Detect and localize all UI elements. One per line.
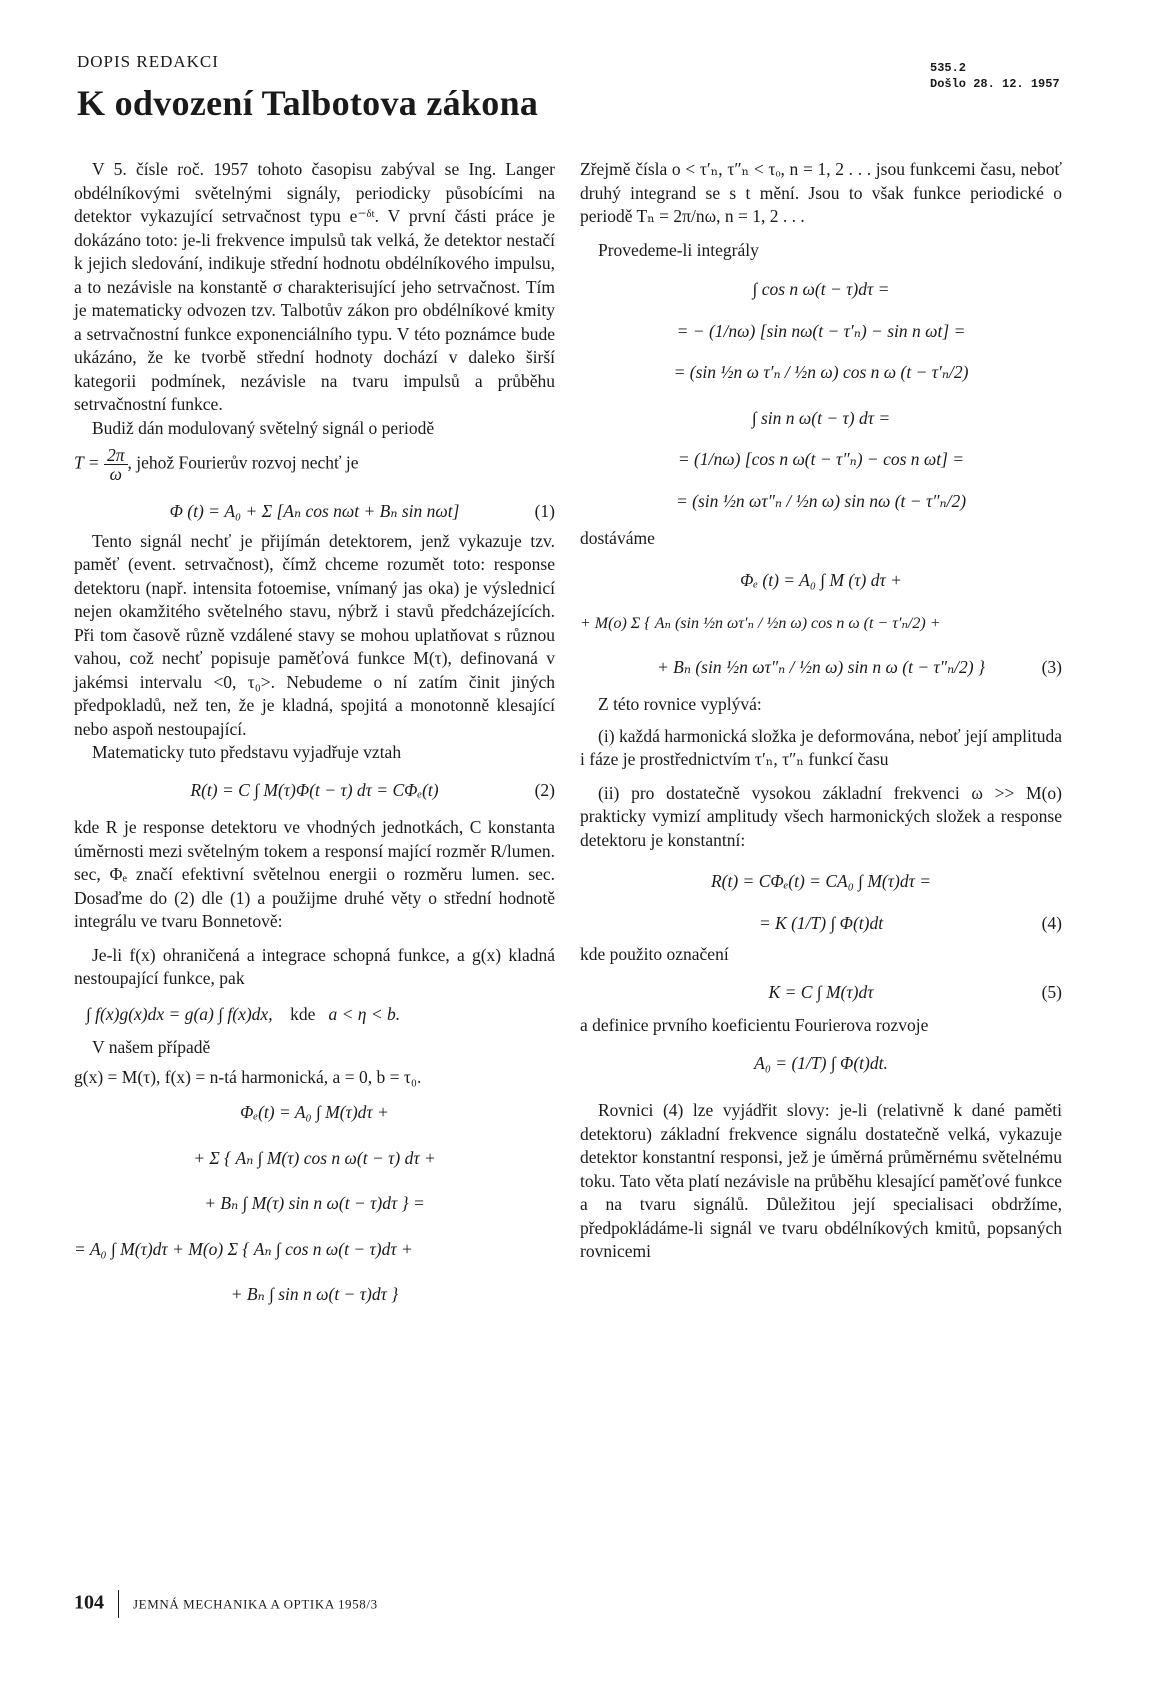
- consequence-ii: (ii) pro dostatečně vysokou základní frekvenci ω >> M(o) prakticky vymizí amplitudy všech harmonických složek a response detektoru je konstantní:: [580, 782, 1062, 850]
- bonnet-kde: kde: [290, 1003, 316, 1024]
- journal-name: JEMNÁ MECHANIKA A OPTIKA 1958/3: [133, 1596, 378, 1612]
- equation-4-line-2: [580, 912, 1062, 936]
- page-number: 104: [74, 1591, 104, 1614]
- equation-3-line-3: [580, 656, 1062, 680]
- expansion-line-1: Φₑ(t) = A₀ ∫ M(τ)dτ +: [240, 1102, 389, 1122]
- integral-line-4: ∫ sin n ω(t − τ) dτ =: [751, 407, 891, 428]
- equation-1: [74, 500, 555, 524]
- section-label: DOPIS REDAKCI: [77, 52, 219, 71]
- intro-paragraph: V 5. čísle roč. 1957 tohoto časopisu zabýval se Ing. Langer obdélníkovými světelnými signály, periodicky působícími na detektor vykazující setrvačnost typu e⁻ᵟᵗ. V první části práce je dokázáno toto: je-li frekvence impulsů tak velká, že detektor nestačí k jejich sledování, indikuje střední hodnotu obdélníkového impulsu, a to nezávisle na konstantě σ charakterisující jeho setrvačnost. Tím je matematicky odvozen tzv. Talbotův zákon pro obdélníkové kmity a setrvačnostní funkce exponenciálního typu. V této poznámce bude ukázáno, že ke tvorbě střední hodnoty dochází v daleko širší kategorii podmínek, nezávisle na tvaru impulsů a průběhu setrvačnostní funkce.: [74, 159, 555, 414]
- expansion-line-4: = A₀ ∫ M(τ)dτ + M(o) Σ { Aₙ ∫ cos n ω(t − τ)dτ +: [74, 1238, 413, 1259]
- notation-intro: kde použito označení: [580, 944, 729, 964]
- integral-line-2: = − (1/nω) [sin nω(t − τ′ₙ) − sin n ωt] =: [676, 320, 966, 341]
- footer-divider: [118, 1590, 119, 1618]
- integral-line-5: = (1/nω) [cos n ω(t − τ″ₙ) − cos n ωt] =: [677, 449, 965, 469]
- bonnet-formula: ∫ f(x)g(x)dx = g(a) ∫ f(x)dx,: [86, 1003, 273, 1024]
- case-paragraph: V našem případě: [92, 1037, 211, 1057]
- result-intro: dostáváme: [580, 528, 655, 548]
- period-equation: T = $\frac{2\pi}{\omega}$ , jehož Fourierův rozvoj nechť je: [74, 445, 359, 484]
- expansion-line-2: + Σ { Aₙ ∫ M(τ) cos n ω(t − τ) dτ +: [193, 1147, 436, 1168]
- equation-2-text: R(t) = C ∫ M(τ)Φ(t − τ) dτ = CΦₑ(t): [190, 779, 439, 800]
- equation-a0: A₀ = (1/T) ∫ Φ(t)dt.: [754, 1052, 888, 1073]
- right-column: [580, 158, 1062, 1264]
- equation-5-text: K = C ∫ M(τ)dτ: [768, 981, 874, 1002]
- equation-5-number: (5): [1041, 981, 1062, 1002]
- periodicity-paragraph: Zřejmě čísla o < τ′ₙ, τ″ₙ < τₒ, n = 1, 2 . . . jsou funkcemi času, neboť druhý integrand se s t mění. Jsou to však funkce periodické o periodě Tₙ = 2π/nω, n = 1, 2 . . .: [580, 159, 1062, 226]
- expansion-line-5: + Bₙ ∫ sin n ω(t − τ)dτ }: [230, 1284, 399, 1304]
- equation-3-line-2: + M(o) Σ { Aₙ (sin ½n ωτ′ₙ / ½n ω) cos n ω (t − τ′ₙ/2) +: [580, 615, 941, 632]
- equation-4-line-1: R(t) = CΦₑ(t) = CA₀ ∫ M(τ)dτ =: [710, 871, 932, 891]
- definitions-paragraph: kde R je response detektoru ve vhodných jednotkách, C konstanta úměrnosti mezi světelným tokem a responsí mající rozměr R/lumen. sec, Φₑ značí efektivní světelnou energii o rozměru lumen. sec. Dosaďme do (2) dle (1) a použijme druhé věty o střední hodnotě integrálu ve tvaru Bonnetově:: [74, 817, 555, 931]
- equation-3-text: + Bₙ (sin ½n ωτ″ₙ / ½n ω) sin n ω (t − τ″ₙ/2) }: [657, 656, 985, 677]
- integral-line-3: = (sin ½n ω τ′ₙ / ½n ω) cos n ω (t − τ′ₙ/2): [673, 362, 969, 382]
- signal-text: Budiž dán modulovaný světelný signál o periodě: [92, 417, 435, 438]
- bonnet-condition: a < η < b.: [328, 1003, 401, 1024]
- equation-3-number: (3): [1041, 656, 1062, 677]
- page-title: K odvození Talbotova zákona: [77, 83, 539, 123]
- received-date: Došlo 28. 12. 1957: [930, 77, 1060, 91]
- equation-2-number: (2): [534, 779, 555, 800]
- equation-5: [580, 981, 1062, 1005]
- relation-paragraph: Matematicky tuto představu vyjadřuje vztah: [92, 742, 402, 762]
- memory-paragraph: Tento signál nechť je přijímán detektorem, jenž vykazuje tzv. paměť (event. setrvačnost), čímž chceme rozumět toto: response detektoru (např. intensita fotoemise, vnímaný jas oka) je výslednicí nejen okamžitého světelného stavu, nýbrž i stavů předcházejících. Při tom časově různě vzdálené stavy se mohou uplatňovat s různou vahou, což nechť popisuje paměťová funkce M(τ), definovaná v jakémsi intervalu <0, τ₀>. Nebudeme o ní zatím činit jiných předpokladů, než ten, že je kladná, spojitá a monotonně klesající nebo aspoň nestoupající.: [74, 530, 555, 739]
- page-footer: [74, 1590, 378, 1618]
- equation-4-number: (4): [1041, 912, 1062, 933]
- equation-3-line-1: Φₑ (t) = A₀ ∫ M (τ) dτ +: [740, 569, 902, 590]
- consequence-i: (i) každá harmonická složka je deformována, neboť její amplituda i fáze je prostřednictvím τ′ₙ, τ″ₙ funkcí času: [580, 725, 1062, 769]
- equation-1-number: (1): [534, 501, 555, 521]
- expansion-line-3: + Bₙ ∫ M(τ) sin n ω(t − τ)dτ } =: [204, 1193, 425, 1213]
- fourier-text: , jehož Fourierův rozvoj nechť je: [127, 452, 359, 473]
- bonnet-equation: [86, 1003, 555, 1027]
- conclusion-paragraph: Rovnici (4) lze vyjádřit slovy: je-li (relativně k dané paměti detektoru) základní frekvence signálu dostatečně velká, vykazuje detektor konstantní responsi, jež je úměrná průměrnému světelnému toku. Tato věta platí nezávisle na průběhu klesající paměťové funkce a na tvaru signálů. Důležitou její specialisaci obdržíme, předpokládáme-li signál ve tvaru obdélníkových kmitů, popsaných rovnicemi: [580, 1100, 1062, 1261]
- coefficient-intro: a definice prvního koeficientu Fourierova rozvoje: [580, 1015, 929, 1035]
- integral-line-1: ∫ cos n ω(t − τ)dτ =: [752, 279, 890, 299]
- equation-4-text: = K (1/T) ∫ Φ(t)dt: [758, 912, 884, 933]
- classification-block: [930, 60, 1060, 92]
- signal-paragraph: [74, 417, 555, 441]
- left-column: [74, 158, 555, 1313]
- bonnet-paragraph: Je-li f(x) ohraničená a integrace schopná funkce, a g(x) kladná nestoupající funkce, pak: [74, 944, 555, 988]
- classification-code: 535.2: [930, 61, 967, 75]
- equation-1-text: Φ (t) = A₀ + Σ [Aₙ cos nωt + Bₙ sin nωt]: [169, 501, 460, 521]
- equation-2: [74, 779, 555, 803]
- integral-line-6: = (sin ½n ωτ″ₙ / ½n ω) sin nω (t − τ″ₙ/2): [675, 490, 967, 511]
- substitution-line: g(x) = M(τ), f(x) = n-tá harmonická, a = 0, b = τ₀.: [74, 1066, 422, 1087]
- integrals-intro: Provedeme-li integrály: [598, 239, 759, 260]
- consequences-intro: Z této rovnice vyplývá:: [598, 694, 762, 714]
